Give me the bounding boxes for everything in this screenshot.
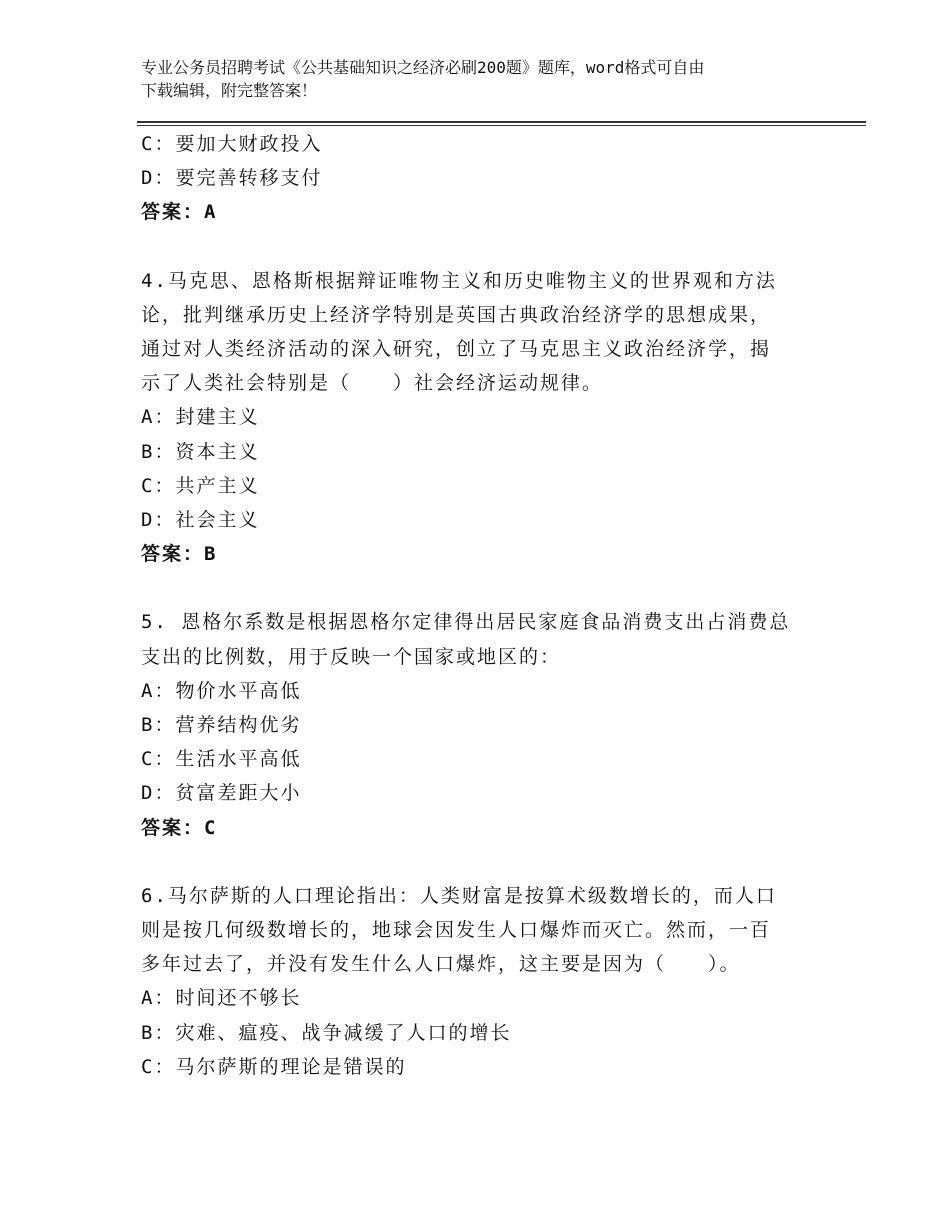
option-c: C：要加大财政投入: [141, 133, 323, 155]
option-b: B：资本主义: [141, 440, 260, 463]
question-content: [141, 127, 821, 1084]
option-b: B：灾难、瘟疫、战争减缓了人口的增长: [141, 1021, 512, 1044]
option-c: C：共产主义: [141, 474, 260, 497]
answer-line: 答案：B: [141, 543, 218, 566]
option-d: D：贫富差距大小: [141, 782, 302, 805]
question-stem-line: 5. 恩格尔系数是根据恩格尔定律得出居民家庭食品消费支出占消费总: [141, 611, 791, 634]
question-stem-line: 6.马尔萨斯的人口理论指出：人类财富是按算术级数增长的，而人口: [141, 884, 777, 907]
question-4: [141, 264, 821, 572]
spacer: [141, 571, 821, 605]
option-a: A：封建主义: [141, 406, 260, 429]
answer-line: 答案：A: [141, 201, 218, 224]
page-header: [141, 56, 811, 102]
option-c: C：生活水平高低: [141, 748, 302, 771]
header-line-2: 下载编辑，附完整答案！: [141, 81, 318, 100]
question-stem-line: 支出的比例数，用于反映一个国家或地区的：: [141, 645, 562, 668]
prev-question: [141, 127, 821, 230]
question-stem-line: 4.马克思、恩格斯根据辩证唯物主义和历史唯物主义的世界观和方法: [141, 269, 777, 292]
spacer: [141, 230, 821, 264]
header-rule-thick: [137, 121, 866, 123]
header-rule-thin: [137, 125, 866, 126]
option-c: C：马尔萨斯的理论是错误的: [141, 1055, 407, 1078]
option-a: A：时间还不够长: [141, 987, 302, 1010]
question-stem-line: 示了人类社会特别是（ ）社会经济运动规律。: [141, 372, 604, 395]
question-6: [141, 879, 821, 1084]
question-stem-line: 论，批判继承历史上经济学特别是英国古典政治经济学的思想成果，: [141, 303, 772, 326]
question-5: [141, 605, 821, 844]
question-stem-line: 则是按几何级数增长的，地球会因发生人口爆炸而灭亡。然而，一百: [141, 919, 772, 942]
question-stem-line: 通过对人类经济活动的深入研究，创立了马克思主义政治经济学，揭: [141, 338, 772, 361]
option-b: B：营养结构优劣: [141, 714, 302, 737]
question-stem-line: 多年过去了，并没有发生什么人口爆炸，这主要是因为（ ）。: [141, 953, 741, 976]
header-line-1: 专业公务员招聘考试《公共基础知识之经济必刷200题》题库，word格式可自由: [141, 58, 705, 77]
option-d: D：要完善转移支付: [141, 167, 323, 190]
spacer: [141, 845, 821, 879]
answer-line: 答案：C: [141, 816, 218, 839]
option-d: D：社会主义: [141, 509, 260, 532]
option-a: A：物价水平高低: [141, 679, 302, 702]
